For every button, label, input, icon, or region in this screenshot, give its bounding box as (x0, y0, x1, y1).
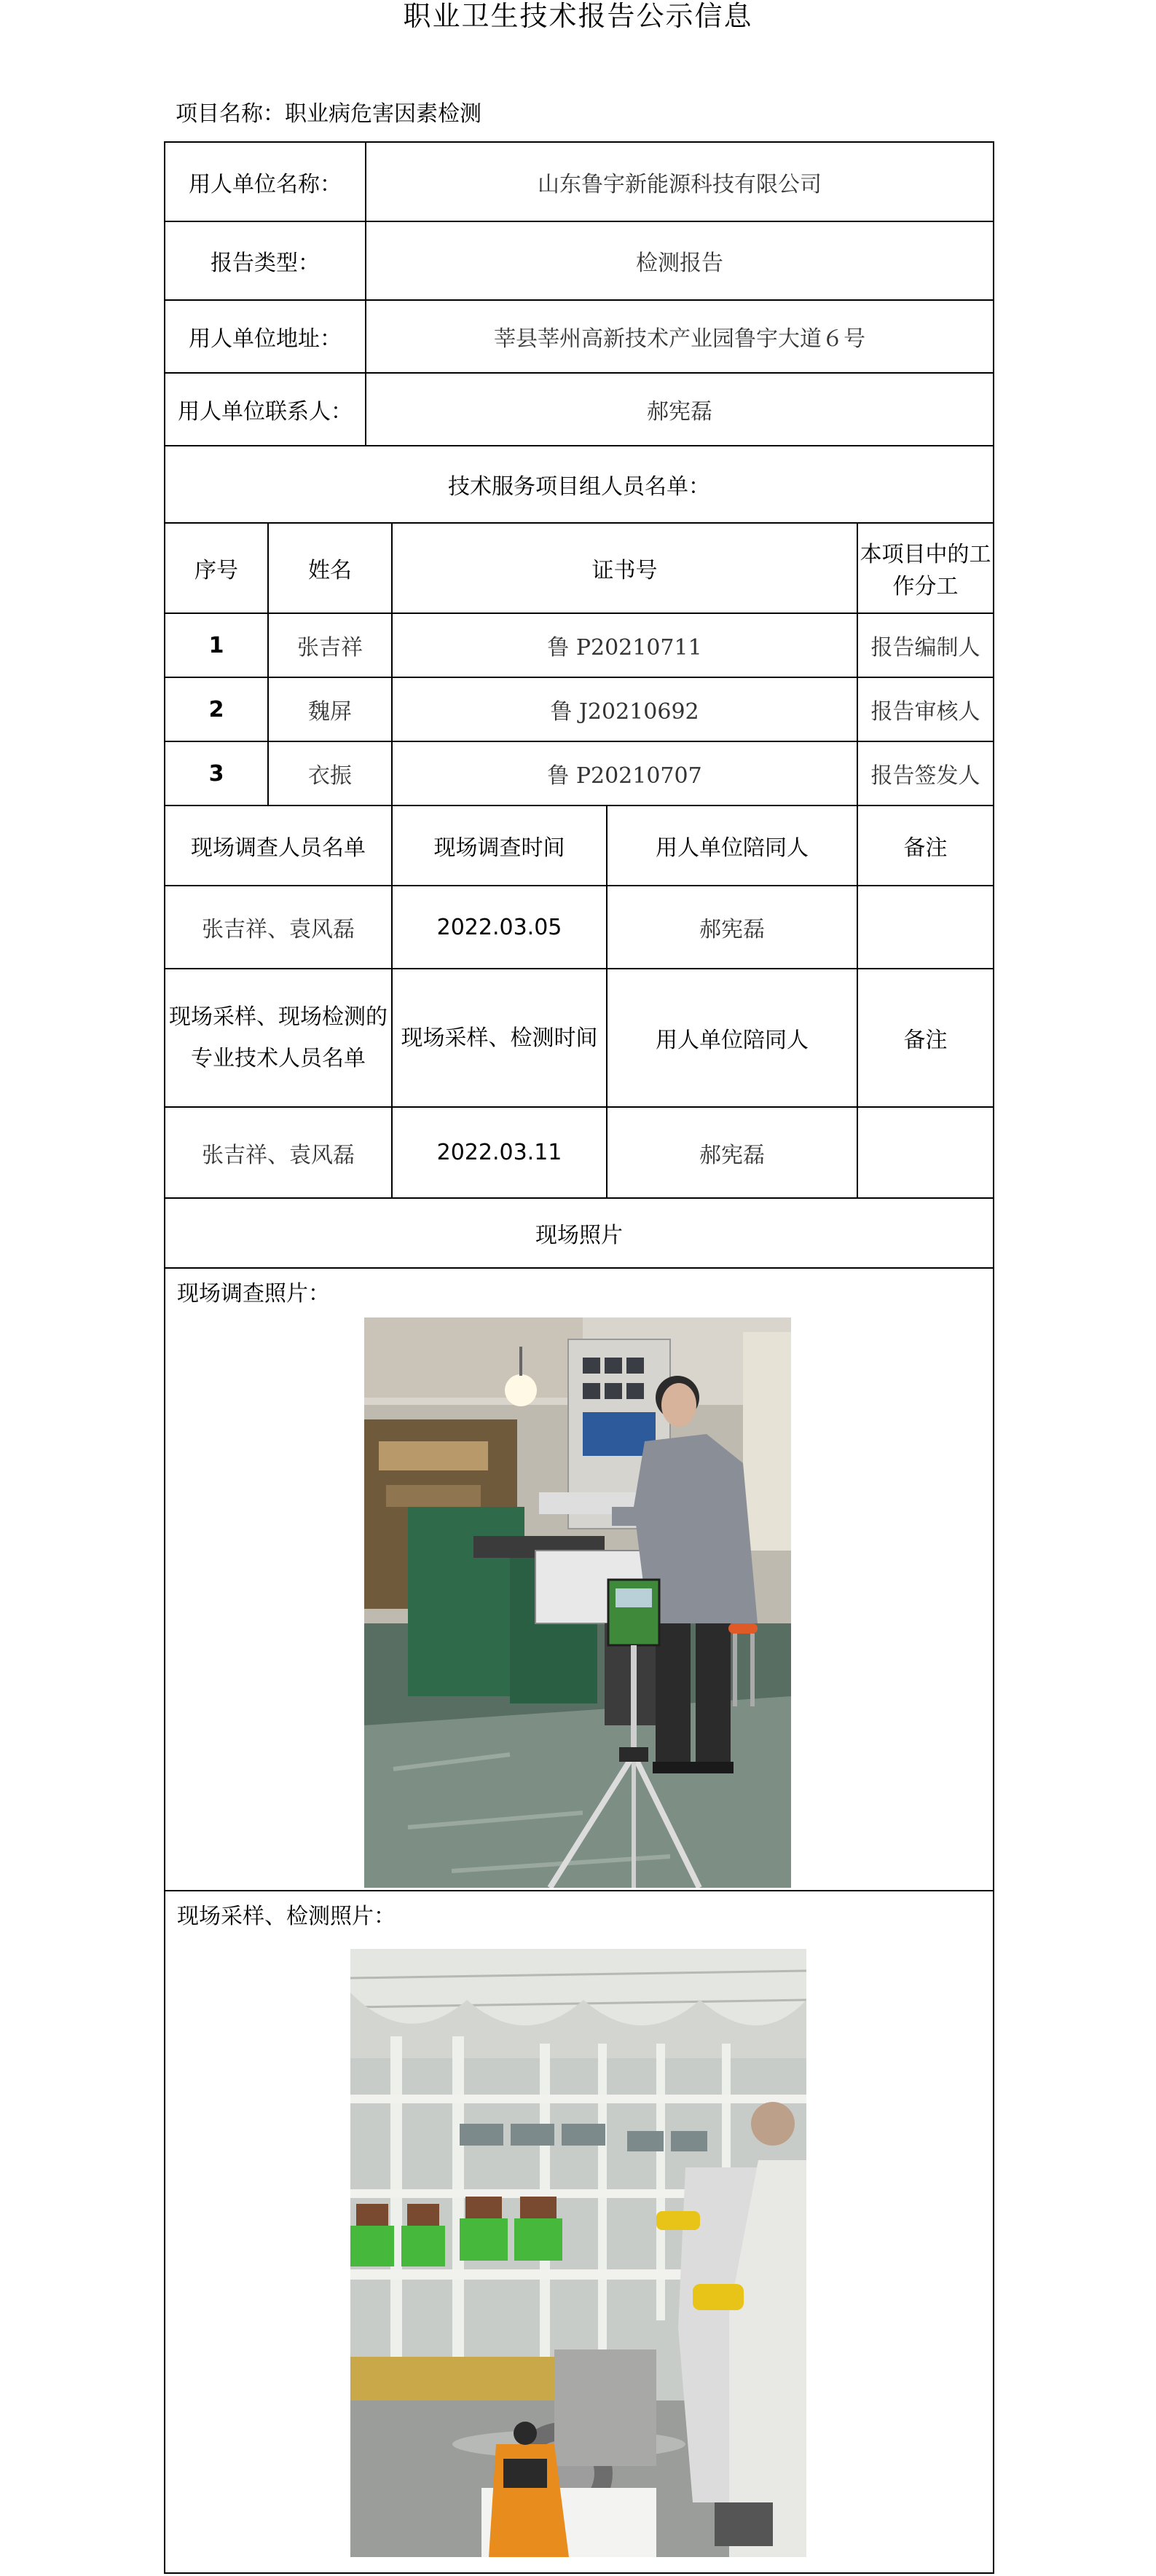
report-type-label: 报告类型： (165, 221, 366, 300)
project-name-value: 职业病危害因素检测 (285, 101, 481, 127)
team-row (165, 677, 994, 741)
team-heading-row (165, 446, 994, 523)
report-type-value: 检测报告 (366, 221, 994, 300)
survey-time-value: 2022.03.05 (392, 886, 607, 969)
survey-escort-value: 郝宪磊 (607, 886, 857, 969)
photos-heading: 现场照片 (165, 1198, 994, 1268)
team-row-name: 魏屏 (268, 677, 392, 741)
sampling-header-escort: 用人单位陪同人 (607, 969, 857, 1107)
project-name-line (176, 96, 481, 133)
page-title: 职业卫生技术报告公示信息 (403, 0, 753, 32)
photos-heading-row (165, 1198, 994, 1268)
sampling-photo-cell (165, 1891, 994, 2573)
contact-label: 用人单位联系人： (165, 373, 366, 446)
team-header-name: 姓名 (268, 523, 392, 613)
team-heading: 技术服务项目组人员名单： (165, 446, 994, 523)
survey-header-time: 现场调查时间 (392, 806, 607, 886)
team-row (165, 741, 994, 806)
contact-value: 郝宪磊 (366, 373, 994, 446)
sampling-data-row (165, 1107, 994, 1198)
team-header-certificate: 证书号 (392, 523, 857, 613)
team-row-name: 张吉祥 (268, 613, 392, 677)
team-header-row (165, 523, 994, 613)
team-row-certificate: 鲁 P20210707 (392, 741, 857, 806)
team-row-role: 报告审核人 (857, 677, 994, 741)
team-row-role: 报告编制人 (857, 613, 994, 677)
info-row-unit-name (165, 142, 994, 221)
sampling-header-staff: 现场采样、现场检测的专业技术人员名单 (165, 969, 392, 1107)
team-row-certificate: 鲁 J20210692 (392, 677, 857, 741)
survey-header-row (165, 806, 994, 886)
team-row-index: 1 (165, 613, 268, 677)
survey-remarks-value (857, 886, 994, 969)
team-row-name: 衣振 (268, 741, 392, 806)
team-row-certificate: 鲁 P20210711 (392, 613, 857, 677)
sampling-staff-value: 张吉祥、袁风磊 (165, 1107, 392, 1198)
sampling-header-remarks: 备注 (857, 969, 994, 1107)
sampling-escort-value: 郝宪磊 (607, 1107, 857, 1198)
address-value: 莘县莘州高新技术产业园鲁宇大道６号 (366, 300, 994, 373)
team-row-role: 报告签发人 (857, 741, 994, 806)
sampling-photo (350, 1949, 806, 2557)
survey-header-staff: 现场调查人员名单 (165, 806, 392, 886)
unit-name-value: 山东鲁宇新能源科技有限公司 (366, 142, 994, 221)
unit-name-label: 用人单位名称： (165, 142, 366, 221)
info-row-contact (165, 373, 994, 446)
address-label: 用人单位地址： (165, 300, 366, 373)
info-row-report-type (165, 221, 994, 300)
sampling-time-value: 2022.03.11 (392, 1107, 607, 1198)
info-row-address (165, 300, 994, 373)
survey-data-row (165, 886, 994, 969)
survey-header-escort: 用人单位陪同人 (607, 806, 857, 886)
team-header-role: 本项目中的工作分工 (857, 523, 994, 613)
project-name-label: 项目名称： (176, 101, 285, 127)
sampling-header-row (165, 969, 994, 1107)
sampling-photo-label: 现场采样、检测照片： (177, 1904, 396, 1929)
survey-photo-cell (165, 1268, 994, 1891)
team-row (165, 613, 994, 677)
survey-header-remarks: 备注 (857, 806, 994, 886)
report-table (164, 141, 994, 2574)
team-header-index: 序号 (165, 523, 268, 613)
sampling-photo-row (165, 1891, 994, 2573)
sampling-remarks-value (857, 1107, 994, 1198)
survey-photo-label: 现场调查照片： (177, 1281, 330, 1307)
survey-photo-row (165, 1268, 994, 1891)
team-row-index: 3 (165, 741, 268, 806)
survey-photo (364, 1317, 791, 1888)
sampling-header-time: 现场采样、检测时间 (392, 969, 607, 1107)
team-row-index: 2 (165, 677, 268, 741)
survey-staff-value: 张吉祥、袁风磊 (165, 886, 392, 969)
